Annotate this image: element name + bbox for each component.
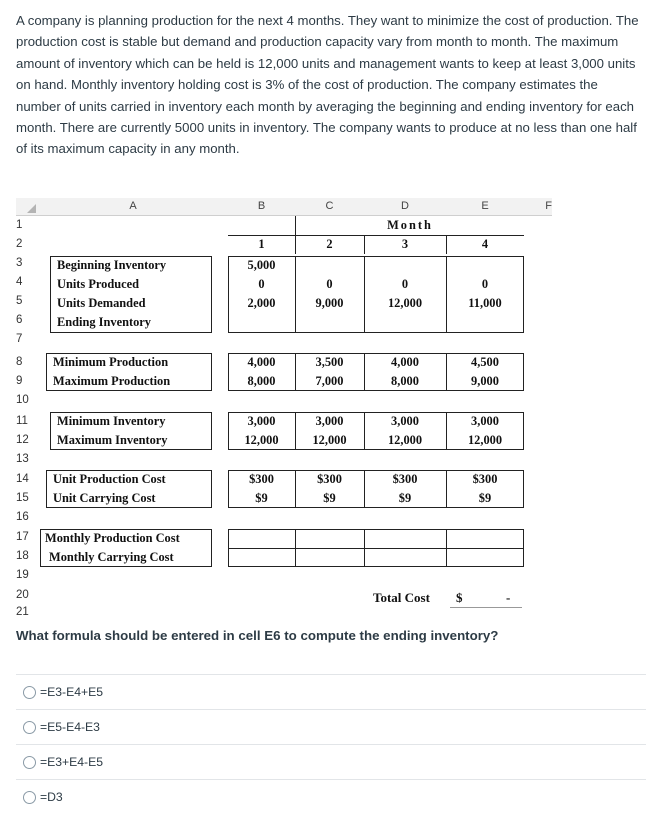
row-header: 6 [16,314,23,326]
label-ending-inventory: Ending Inventory [57,315,151,329]
row-header: 17 [16,531,29,543]
minimum-inventory-c11: 3,000 [315,414,344,428]
label-monthly-production-cost: Monthly Production Cost [45,531,180,545]
label-monthly-carrying-cost: Monthly Carrying Cost [49,550,174,564]
month-number-1: 1 [258,237,265,251]
row-header: 21 [16,606,29,618]
radio-button[interactable] [23,686,36,699]
total-cost-currency: $ [456,590,463,605]
row-header: 7 [16,333,23,345]
answer-option-1[interactable] [16,674,646,710]
row-header: 18 [16,550,29,562]
total-cost-value: - [506,590,511,605]
radio-button[interactable] [23,721,36,734]
row-header: 1 [16,219,23,231]
label-units-produced: Units Produced [57,277,140,291]
unit-carrying-cost-c15: $9 [323,491,336,505]
units-produced-b4: 0 [258,277,265,291]
label-minimum-production: Minimum Production [53,355,169,369]
maximum-inventory-e12: 12,000 [467,433,503,447]
row-header: 20 [16,589,29,601]
row-header: 19 [16,569,29,581]
unit-carrying-cost-d15: $9 [398,491,412,505]
beginning-inventory-b3: 5,000 [247,258,276,272]
answer-option-3[interactable] [16,744,646,780]
row-header: 14 [16,473,29,485]
question-prompt: What formula should be entered in cell E6 to compute the ending inventory? [16,628,499,643]
label-unit-carrying-cost: Unit Carrying Cost [53,491,156,505]
label-maximum-production: Maximum Production [53,374,171,388]
minimum-production-c8: 3,500 [315,355,344,369]
column-header-c: C [295,198,364,216]
row-header: 16 [16,511,29,523]
units-demanded-e5: 11,000 [468,296,502,310]
unit-production-cost-b14: $300 [249,472,274,486]
maximum-production-b9: 8,000 [247,374,276,388]
row-header: 8 [16,356,23,368]
maximum-production-d9: 8,000 [391,374,419,388]
units-produced-e4: 0 [481,277,489,291]
maximum-production-e9: 9,000 [471,374,499,388]
radio-button[interactable] [23,791,36,804]
unit-carrying-cost-e15: $9 [478,491,492,505]
answer-option-label: =D3 [40,790,63,804]
month-number-4: 4 [481,237,489,251]
maximum-production-c9: 7,000 [315,374,344,388]
answer-option-4[interactable] [16,779,646,815]
label-units-demanded: Units Demanded [57,296,146,310]
units-produced-c4: 0 [326,277,333,291]
label-maximum-inventory: Maximum Inventory [57,433,168,447]
row-header: 12 [16,434,29,446]
column-header-d: D [364,198,446,216]
maximum-inventory-c12: 12,000 [312,433,347,447]
minimum-inventory-b11: 3,000 [247,414,276,428]
unit-production-cost-e14: $300 [472,472,498,486]
label-unit-production-cost: Unit Production Cost [53,472,166,486]
answer-option-label: =E3+E4-E5 [40,755,104,769]
units-demanded-d5: 12,000 [387,296,423,310]
minimum-production-d8: 4,000 [391,355,419,369]
row-header: 3 [16,257,23,269]
total-cost-underline [450,607,522,608]
maximum-inventory-b12: 12,000 [244,433,279,447]
grid-line [228,548,524,549]
column-header-a: A [38,198,228,216]
answer-option-2[interactable] [16,709,646,745]
answer-option-label: =E5-E4-E3 [40,720,100,734]
column-header-f: F [524,198,552,216]
units-produced-d4: 0 [401,277,409,291]
select-all-corner [16,198,39,216]
month-number-3: 3 [401,237,409,251]
minimum-inventory-d11: 3,000 [391,414,419,428]
row-header: 15 [16,492,29,504]
month-header: Month [387,218,433,232]
question-text: A company is planning production for the next 4 months. They want to minimize the cost of production. The production cost is stable but demand and production capacity vary from month to month. The maximum amount of inventory which can be held is 12,000 units and management wants to keep at least 3,000 units on hand. Monthly inventory holding cost is 3% of the cost of production. The company estimates the number of units carried in inventory each month by averaging the beginning and ending inventory for each month. There are currently 5000 units in inventory. The company wants to produce at no less than one half of its maximum capacity in any month. [16,13,639,157]
label-beginning-inventory: Beginning Inventory [57,258,167,272]
total-cost-label: Total Cost [373,590,430,605]
row-header: 11 [16,415,28,427]
row-header: 13 [16,453,29,465]
minimum-inventory-e11: 3,000 [471,414,499,428]
unit-carrying-cost-b15: $9 [255,491,268,505]
units-demanded-b5: 2,000 [247,296,276,310]
radio-button[interactable] [23,756,36,769]
row-header: 5 [16,295,23,307]
minimum-production-e8: 4,500 [471,355,499,369]
row-header: 10 [16,394,29,406]
answer-option-label: =E3-E4+E5 [40,685,104,699]
maximum-inventory-d12: 12,000 [387,433,423,447]
unit-production-cost-d14: $300 [392,472,418,486]
column-header-e: E [446,198,524,216]
label-minimum-inventory: Minimum Inventory [57,414,166,428]
spreadsheet-image [16,198,552,620]
unit-production-cost-c14: $300 [317,472,342,486]
minimum-production-b8: 4,000 [247,355,276,369]
row-header: 9 [16,375,23,387]
month-number-2: 2 [326,237,333,251]
row-header: 2 [16,238,23,250]
row-header: 4 [16,276,23,288]
units-demanded-c5: 9,000 [315,296,344,310]
column-header-b: B [228,198,295,216]
